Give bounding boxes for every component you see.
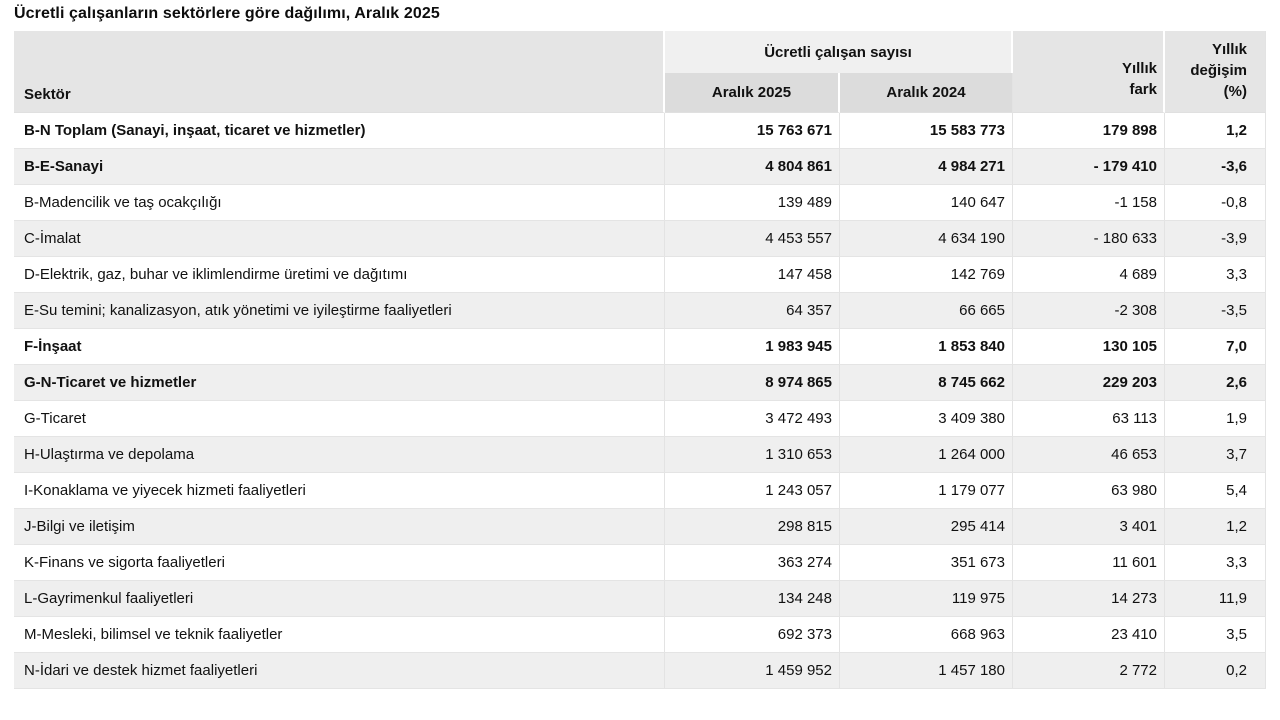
annual-change-pct-cell: 0,2 bbox=[1165, 653, 1266, 689]
value-2025-cell: 15 763 671 bbox=[665, 113, 840, 149]
value-2025-cell: 8 974 865 bbox=[665, 365, 840, 401]
annual-difference-cell: 23 410 bbox=[1013, 617, 1165, 653]
annual-difference-cell: 11 601 bbox=[1013, 545, 1165, 581]
annual-difference-cell: 63 980 bbox=[1013, 473, 1165, 509]
sector-cell: H-Ulaştırma ve depolama bbox=[14, 437, 665, 473]
value-2025-cell: 1 983 945 bbox=[665, 329, 840, 365]
annual-difference-cell: -1 158 bbox=[1013, 185, 1165, 221]
annual-change-pct-cell: 5,4 bbox=[1165, 473, 1266, 509]
column-header-annual-difference: Yıllık fark bbox=[1013, 31, 1165, 113]
table-row bbox=[14, 581, 1266, 617]
table-row bbox=[14, 617, 1266, 653]
column-header-december-2025: Aralık 2025 bbox=[665, 73, 840, 113]
annual-change-pct-cell: 3,7 bbox=[1165, 437, 1266, 473]
annual-difference-cell: - 179 410 bbox=[1013, 149, 1165, 185]
sector-cell: M-Mesleki, bilimsel ve teknik faaliyetler bbox=[14, 617, 665, 653]
sector-cell: E-Su temini; kanalizasyon, atık yönetimi ve iyileştirme faaliyetleri bbox=[14, 293, 665, 329]
table-header bbox=[14, 31, 1266, 113]
value-2024-cell: 119 975 bbox=[840, 581, 1013, 617]
sector-cell: B-Madencilik ve taş ocakçılığı bbox=[14, 185, 665, 221]
annual-change-pct-cell: 3,3 bbox=[1165, 257, 1266, 293]
annual-difference-cell: -2 308 bbox=[1013, 293, 1165, 329]
sector-cell: J-Bilgi ve iletişim bbox=[14, 509, 665, 545]
table-row bbox=[14, 293, 1266, 329]
value-2025-cell: 134 248 bbox=[665, 581, 840, 617]
annual-difference-cell: - 180 633 bbox=[1013, 221, 1165, 257]
value-2025-cell: 692 373 bbox=[665, 617, 840, 653]
annual-difference-cell: 2 772 bbox=[1013, 653, 1165, 689]
column-group-header-paid-employees: Ücretli çalışan sayısı bbox=[665, 31, 1013, 73]
sector-cell: G-Ticaret bbox=[14, 401, 665, 437]
table-row bbox=[14, 509, 1266, 545]
value-2024-cell: 3 409 380 bbox=[840, 401, 1013, 437]
table-row bbox=[14, 365, 1266, 401]
value-2024-cell: 8 745 662 bbox=[840, 365, 1013, 401]
table-row bbox=[14, 653, 1266, 689]
value-2024-cell: 295 414 bbox=[840, 509, 1013, 545]
annual-difference-cell: 63 113 bbox=[1013, 401, 1165, 437]
value-2024-cell: 1 264 000 bbox=[840, 437, 1013, 473]
annual-change-pct-cell: 1,2 bbox=[1165, 113, 1266, 149]
sector-cell: B-N Toplam (Sanayi, inşaat, ticaret ve hizmetler) bbox=[14, 113, 665, 149]
annual-change-pct-cell: 7,0 bbox=[1165, 329, 1266, 365]
value-2025-cell: 298 815 bbox=[665, 509, 840, 545]
value-2024-cell: 140 647 bbox=[840, 185, 1013, 221]
value-2024-cell: 1 179 077 bbox=[840, 473, 1013, 509]
column-header-annual-change-pct: Yıllık değişim (%) bbox=[1165, 31, 1266, 113]
value-2024-cell: 668 963 bbox=[840, 617, 1013, 653]
annual-change-pct-cell: 3,5 bbox=[1165, 617, 1266, 653]
value-2025-cell: 139 489 bbox=[665, 185, 840, 221]
value-2025-cell: 3 472 493 bbox=[665, 401, 840, 437]
value-2024-cell: 15 583 773 bbox=[840, 113, 1013, 149]
value-2025-cell: 363 274 bbox=[665, 545, 840, 581]
value-2025-cell: 1 243 057 bbox=[665, 473, 840, 509]
sector-cell: N-İdari ve destek hizmet faaliyetleri bbox=[14, 653, 665, 689]
value-2024-cell: 142 769 bbox=[840, 257, 1013, 293]
sector-cell: K-Finans ve sigorta faaliyetleri bbox=[14, 545, 665, 581]
sector-cell: I-Konaklama ve yiyecek hizmeti faaliyetleri bbox=[14, 473, 665, 509]
annual-difference-cell: 4 689 bbox=[1013, 257, 1165, 293]
annual-difference-cell: 229 203 bbox=[1013, 365, 1165, 401]
sector-cell: L-Gayrimenkul faaliyetleri bbox=[14, 581, 665, 617]
annual-difference-cell: 179 898 bbox=[1013, 113, 1165, 149]
table-row bbox=[14, 185, 1266, 221]
annual-change-pct-cell: 11,9 bbox=[1165, 581, 1266, 617]
value-2025-cell: 1 459 952 bbox=[665, 653, 840, 689]
value-2025-cell: 147 458 bbox=[665, 257, 840, 293]
annual-difference-cell: 14 273 bbox=[1013, 581, 1165, 617]
table-row bbox=[14, 329, 1266, 365]
annual-change-pct-cell: 3,3 bbox=[1165, 545, 1266, 581]
table-row bbox=[14, 149, 1266, 185]
annual-change-pct-cell: 2,6 bbox=[1165, 365, 1266, 401]
table-row bbox=[14, 401, 1266, 437]
sector-cell: B-E-Sanayi bbox=[14, 149, 665, 185]
annual-change-pct-cell: 1,9 bbox=[1165, 401, 1266, 437]
column-header-sector: Sektör bbox=[14, 31, 665, 113]
value-2024-cell: 1 853 840 bbox=[840, 329, 1013, 365]
annual-difference-cell: 3 401 bbox=[1013, 509, 1165, 545]
table-row bbox=[14, 221, 1266, 257]
value-2025-cell: 64 357 bbox=[665, 293, 840, 329]
annual-difference-cell: 46 653 bbox=[1013, 437, 1165, 473]
column-header-december-2024: Aralık 2024 bbox=[840, 73, 1013, 113]
table-row bbox=[14, 545, 1266, 581]
value-2024-cell: 4 984 271 bbox=[840, 149, 1013, 185]
annual-change-pct-cell: -0,8 bbox=[1165, 185, 1266, 221]
value-2025-cell: 1 310 653 bbox=[665, 437, 840, 473]
table-row bbox=[14, 437, 1266, 473]
sector-cell: C-İmalat bbox=[14, 221, 665, 257]
annual-change-pct-cell: -3,9 bbox=[1165, 221, 1266, 257]
annual-change-pct-cell: -3,5 bbox=[1165, 293, 1266, 329]
table-row bbox=[14, 113, 1266, 149]
page-title: Ücretli çalışanların sektörlere göre dağılımı, Aralık 2025 bbox=[14, 5, 440, 22]
table-body bbox=[14, 113, 1266, 689]
sector-cell: F-İnşaat bbox=[14, 329, 665, 365]
sector-cell: G-N-Ticaret ve hizmetler bbox=[14, 365, 665, 401]
sector-employment-table bbox=[14, 31, 1266, 689]
table-row bbox=[14, 473, 1266, 509]
annual-difference-cell: 130 105 bbox=[1013, 329, 1165, 365]
value-2024-cell: 351 673 bbox=[840, 545, 1013, 581]
value-2024-cell: 4 634 190 bbox=[840, 221, 1013, 257]
value-2025-cell: 4 804 861 bbox=[665, 149, 840, 185]
value-2024-cell: 1 457 180 bbox=[840, 653, 1013, 689]
value-2025-cell: 4 453 557 bbox=[665, 221, 840, 257]
sector-cell: D-Elektrik, gaz, buhar ve iklimlendirme üretimi ve dağıtımı bbox=[14, 257, 665, 293]
value-2024-cell: 66 665 bbox=[840, 293, 1013, 329]
annual-change-pct-cell: 1,2 bbox=[1165, 509, 1266, 545]
table-row bbox=[14, 257, 1266, 293]
annual-change-pct-cell: -3,6 bbox=[1165, 149, 1266, 185]
